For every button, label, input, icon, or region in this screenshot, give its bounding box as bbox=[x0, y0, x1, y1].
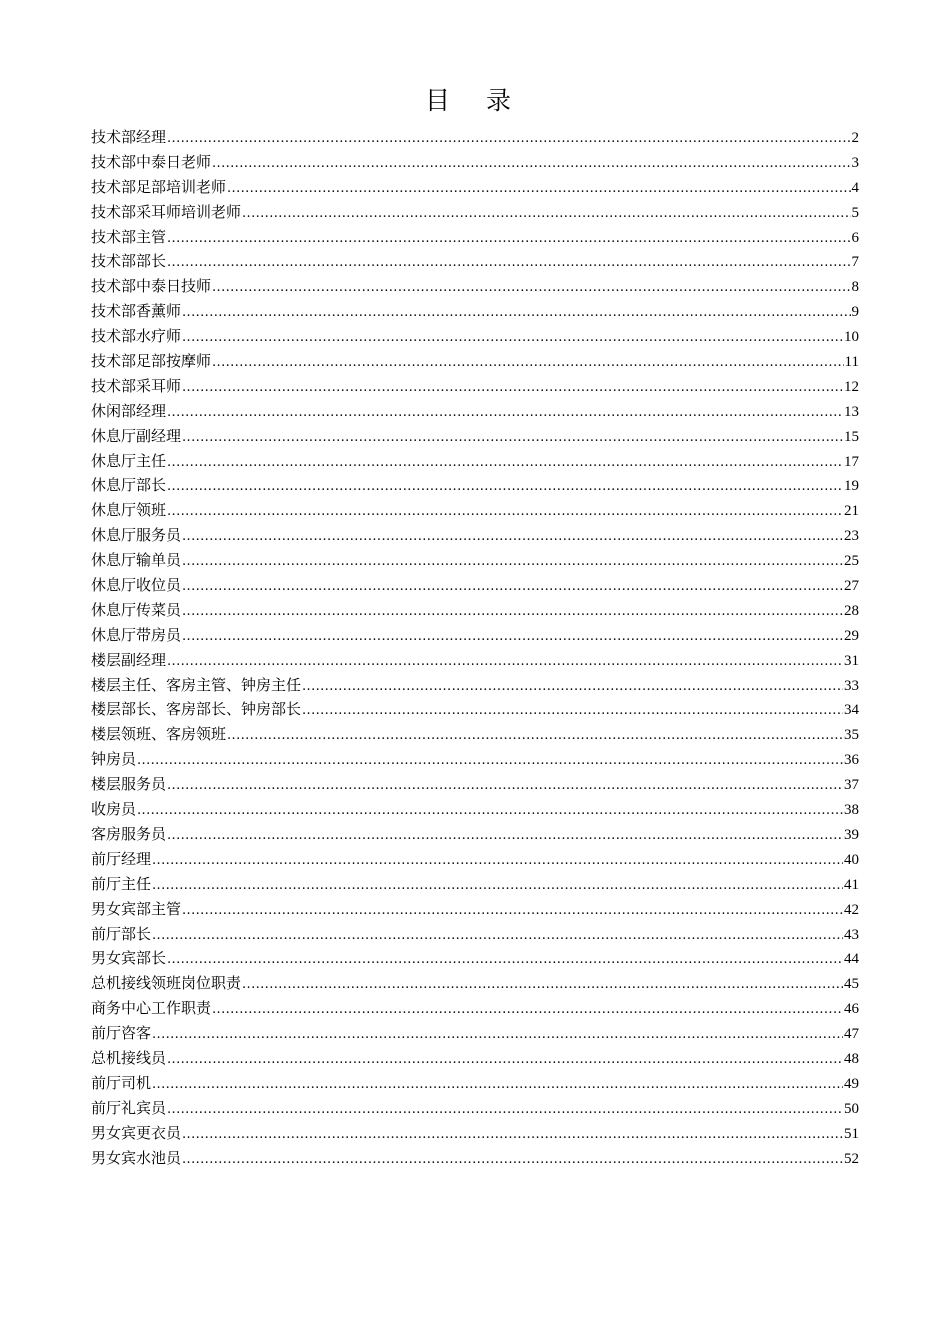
toc-entry-page-number: 25 bbox=[844, 553, 859, 570]
toc-entry[interactable] bbox=[91, 125, 859, 150]
toc-entry[interactable] bbox=[91, 922, 859, 947]
toc-entry-page-number: 6 bbox=[851, 229, 859, 246]
toc-dot-leader bbox=[302, 697, 843, 724]
toc-entry[interactable] bbox=[91, 249, 859, 274]
toc-entry[interactable] bbox=[91, 349, 859, 374]
toc-entry-page-number: 41 bbox=[844, 876, 859, 893]
toc-entry-label: 休息厅主任 bbox=[91, 451, 167, 470]
toc-dot-leader bbox=[167, 1096, 843, 1123]
toc-entry[interactable] bbox=[91, 399, 859, 424]
toc-entry-page-number: 11 bbox=[844, 354, 859, 371]
toc-entry-page-number: 7 bbox=[851, 254, 859, 271]
toc-entry-label: 前厅咨客 bbox=[91, 1024, 152, 1043]
toc-entry-label: 前厅部长 bbox=[91, 924, 152, 943]
toc-entry-page-number: 9 bbox=[851, 304, 859, 321]
toc-entry-label: 男女宾更衣员 bbox=[91, 1123, 182, 1142]
toc-entry[interactable] bbox=[91, 872, 859, 897]
toc-entry-label: 前厅司机 bbox=[91, 1073, 152, 1092]
toc-dot-leader bbox=[152, 1021, 843, 1048]
toc-entry-label: 休息厅传菜员 bbox=[91, 600, 182, 619]
toc-dot-leader bbox=[152, 847, 843, 874]
toc-dot-leader bbox=[182, 548, 843, 575]
toc-entry-label: 技术部香薰师 bbox=[91, 302, 182, 321]
toc-entry[interactable] bbox=[91, 697, 859, 722]
toc-entry[interactable] bbox=[91, 1121, 859, 1146]
toc-entry[interactable] bbox=[91, 374, 859, 399]
toc-entry-page-number: 43 bbox=[844, 926, 859, 943]
toc-dot-leader bbox=[182, 324, 843, 351]
toc-entry[interactable] bbox=[91, 1096, 859, 1121]
toc-entry[interactable] bbox=[91, 498, 859, 523]
toc-entry-label: 钟房员 bbox=[91, 750, 137, 769]
toc-entry-label: 技术部部长 bbox=[91, 252, 167, 271]
toc-entry-label: 休息厅带房员 bbox=[91, 625, 182, 644]
toc-entry-page-number: 49 bbox=[844, 1075, 859, 1092]
toc-dot-leader bbox=[182, 1146, 843, 1173]
toc-dot-leader bbox=[167, 125, 850, 152]
toc-entry-page-number: 12 bbox=[844, 378, 859, 395]
toc-entry[interactable] bbox=[91, 200, 859, 225]
toc-entry-page-number: 42 bbox=[844, 901, 859, 918]
toc-entry[interactable] bbox=[91, 150, 859, 175]
toc-entry-label: 休闲部经理 bbox=[91, 401, 167, 420]
toc-entry-label: 总机接线领班岗位职责 bbox=[91, 974, 242, 993]
toc-entry-label: 楼层部长、客房部长、钟房部长 bbox=[91, 700, 302, 719]
toc-entry-label: 商务中心工作职责 bbox=[91, 999, 212, 1018]
toc-entry[interactable] bbox=[91, 971, 859, 996]
toc-dot-leader bbox=[167, 399, 843, 426]
toc-entry-label: 休息厅服务员 bbox=[91, 526, 182, 545]
toc-entry[interactable] bbox=[91, 175, 859, 200]
toc-entry[interactable] bbox=[91, 548, 859, 573]
toc-entry-page-number: 28 bbox=[844, 602, 859, 619]
toc-entry-page-number: 46 bbox=[844, 1001, 859, 1018]
toc-entry-label: 技术部足部培训老师 bbox=[91, 177, 227, 196]
toc-entry-page-number: 34 bbox=[844, 702, 859, 719]
toc-entry-label: 客房服务员 bbox=[91, 824, 167, 843]
toc-dot-leader bbox=[227, 722, 843, 749]
toc-entry-page-number: 51 bbox=[844, 1125, 859, 1142]
toc-dot-leader bbox=[167, 473, 843, 500]
toc-entry[interactable] bbox=[91, 324, 859, 349]
toc-entry-page-number: 19 bbox=[844, 478, 859, 495]
toc-entry-page-number: 31 bbox=[844, 652, 859, 669]
toc-entry-label: 技术部采耳师 bbox=[91, 376, 182, 395]
toc-entry-page-number: 35 bbox=[844, 727, 859, 744]
toc-entry-label: 休息厅输单员 bbox=[91, 551, 182, 570]
toc-entry[interactable] bbox=[91, 523, 859, 548]
toc-dot-leader bbox=[182, 299, 850, 326]
toc-entry-page-number: 39 bbox=[844, 826, 859, 843]
toc-dot-leader bbox=[212, 996, 843, 1023]
toc-dot-leader bbox=[167, 822, 843, 849]
toc-entry[interactable] bbox=[91, 847, 859, 872]
toc-dot-leader bbox=[182, 623, 843, 650]
toc-dot-leader bbox=[242, 200, 850, 227]
toc-entry-label: 休息厅部长 bbox=[91, 476, 167, 495]
toc-entry-page-number: 40 bbox=[844, 851, 859, 868]
toc-entry-page-number: 21 bbox=[844, 503, 859, 520]
toc-dot-leader bbox=[212, 274, 850, 301]
toc-list bbox=[91, 125, 859, 1170]
toc-entry[interactable] bbox=[91, 946, 859, 971]
toc-entry[interactable] bbox=[91, 449, 859, 474]
toc-dot-leader bbox=[212, 349, 844, 376]
toc-dot-leader bbox=[182, 1121, 843, 1148]
toc-entry[interactable] bbox=[91, 623, 859, 648]
toc-dot-leader bbox=[152, 1071, 843, 1098]
toc-entry-page-number: 17 bbox=[844, 453, 859, 470]
toc-entry-label: 男女宾部主管 bbox=[91, 899, 182, 918]
toc-entry-label: 前厅礼宾员 bbox=[91, 1098, 167, 1117]
toc-entry-page-number: 37 bbox=[844, 777, 859, 794]
toc-dot-leader bbox=[167, 449, 843, 476]
toc-entry-page-number: 10 bbox=[844, 329, 859, 346]
toc-entry-label: 楼层副经理 bbox=[91, 650, 167, 669]
toc-entry[interactable] bbox=[91, 673, 859, 698]
toc-dot-leader bbox=[137, 797, 843, 824]
toc-entry-page-number: 23 bbox=[844, 528, 859, 545]
toc-entry-label: 收房员 bbox=[91, 800, 137, 819]
toc-entry[interactable] bbox=[91, 424, 859, 449]
toc-entry-page-number: 48 bbox=[844, 1050, 859, 1067]
toc-entry[interactable] bbox=[91, 1046, 859, 1071]
toc-entry[interactable] bbox=[91, 648, 859, 673]
toc-dot-leader bbox=[182, 573, 843, 600]
toc-entry-label: 总机接线员 bbox=[91, 1048, 167, 1067]
toc-entry-page-number: 33 bbox=[844, 677, 859, 694]
toc-entry-label: 技术部水疗师 bbox=[91, 327, 182, 346]
toc-entry[interactable] bbox=[91, 573, 859, 598]
toc-dot-leader bbox=[182, 424, 843, 451]
toc-dot-leader bbox=[242, 971, 843, 998]
toc-entry[interactable] bbox=[91, 822, 859, 847]
toc-entry-page-number: 44 bbox=[844, 951, 859, 968]
toc-entry-label: 技术部中泰日技师 bbox=[91, 277, 212, 296]
toc-entry-page-number: 2 bbox=[851, 130, 859, 146]
toc-dot-leader bbox=[167, 498, 843, 525]
toc-dot-leader bbox=[167, 225, 850, 252]
toc-entry-label: 男女宾部长 bbox=[91, 949, 167, 968]
toc-entry-page-number: 29 bbox=[844, 627, 859, 644]
toc-entry-page-number: 45 bbox=[844, 976, 859, 993]
toc-entry[interactable] bbox=[91, 1021, 859, 1046]
toc-entry-page-number: 13 bbox=[844, 403, 859, 420]
toc-entry-label: 技术部中泰日老师 bbox=[91, 152, 212, 171]
toc-dot-leader bbox=[182, 897, 843, 924]
toc-dot-leader bbox=[302, 673, 843, 700]
toc-entry-page-number: 50 bbox=[844, 1100, 859, 1117]
toc-entry[interactable] bbox=[91, 722, 859, 747]
toc-entry[interactable] bbox=[91, 747, 859, 772]
toc-entry-page-number: 38 bbox=[844, 802, 859, 819]
toc-dot-leader bbox=[182, 523, 843, 550]
toc-entry-page-number: 47 bbox=[844, 1026, 859, 1043]
toc-entry-page-number: 36 bbox=[844, 752, 859, 769]
toc-dot-leader bbox=[167, 1046, 843, 1073]
toc-entry-label: 前厅经理 bbox=[91, 849, 152, 868]
toc-entry-page-number: 4 bbox=[851, 179, 859, 196]
toc-entry-label: 前厅主任 bbox=[91, 874, 152, 893]
toc-entry-label: 楼层主任、客房主管、钟房主任 bbox=[91, 675, 302, 694]
toc-entry-label: 休息厅副经理 bbox=[91, 426, 182, 445]
toc-entry-page-number: 52 bbox=[844, 1150, 859, 1167]
toc-dot-leader bbox=[182, 598, 843, 625]
toc-entry[interactable] bbox=[91, 1071, 859, 1096]
toc-dot-leader bbox=[167, 249, 850, 276]
toc-entry[interactable] bbox=[91, 1146, 859, 1171]
toc-entry-label: 技术部主管 bbox=[91, 227, 167, 246]
toc-entry[interactable] bbox=[91, 225, 859, 250]
toc-entry[interactable] bbox=[91, 897, 859, 922]
toc-dot-leader bbox=[167, 772, 843, 799]
toc-entry-label: 楼层服务员 bbox=[91, 775, 167, 794]
toc-entry[interactable] bbox=[91, 274, 859, 299]
toc-entry[interactable] bbox=[91, 797, 859, 822]
toc-entry[interactable] bbox=[91, 772, 859, 797]
toc-dot-leader bbox=[227, 175, 850, 202]
toc-entry-label: 楼层领班、客房领班 bbox=[91, 725, 227, 744]
toc-entry-label: 技术部经理 bbox=[91, 128, 167, 146]
toc-title: 目 录 bbox=[425, 86, 525, 115]
toc-dot-leader bbox=[167, 648, 843, 675]
toc-dot-leader bbox=[137, 747, 843, 774]
toc-entry[interactable] bbox=[91, 996, 859, 1021]
toc-entry-label: 休息厅领班 bbox=[91, 501, 167, 520]
toc-entry-page-number: 15 bbox=[844, 428, 859, 445]
toc-entry-page-number: 8 bbox=[851, 279, 859, 296]
toc-entry-page-number: 5 bbox=[851, 204, 859, 221]
toc-entry[interactable] bbox=[91, 299, 859, 324]
toc-entry-page-number: 3 bbox=[851, 154, 859, 171]
toc-dot-leader bbox=[212, 150, 850, 177]
toc-dot-leader bbox=[167, 946, 843, 973]
toc-dot-leader bbox=[152, 922, 843, 949]
toc-entry-label: 技术部足部按摩师 bbox=[91, 352, 212, 371]
toc-dot-leader bbox=[152, 872, 843, 899]
toc-dot-leader bbox=[182, 374, 843, 401]
toc-entry[interactable] bbox=[91, 598, 859, 623]
toc-entry-page-number: 27 bbox=[844, 578, 859, 595]
toc-entry-label: 男女宾水池员 bbox=[91, 1148, 182, 1167]
toc-entry[interactable] bbox=[91, 473, 859, 498]
toc-entry-label: 休息厅收位员 bbox=[91, 576, 182, 595]
toc-entry-label: 技术部采耳师培训老师 bbox=[91, 202, 242, 221]
